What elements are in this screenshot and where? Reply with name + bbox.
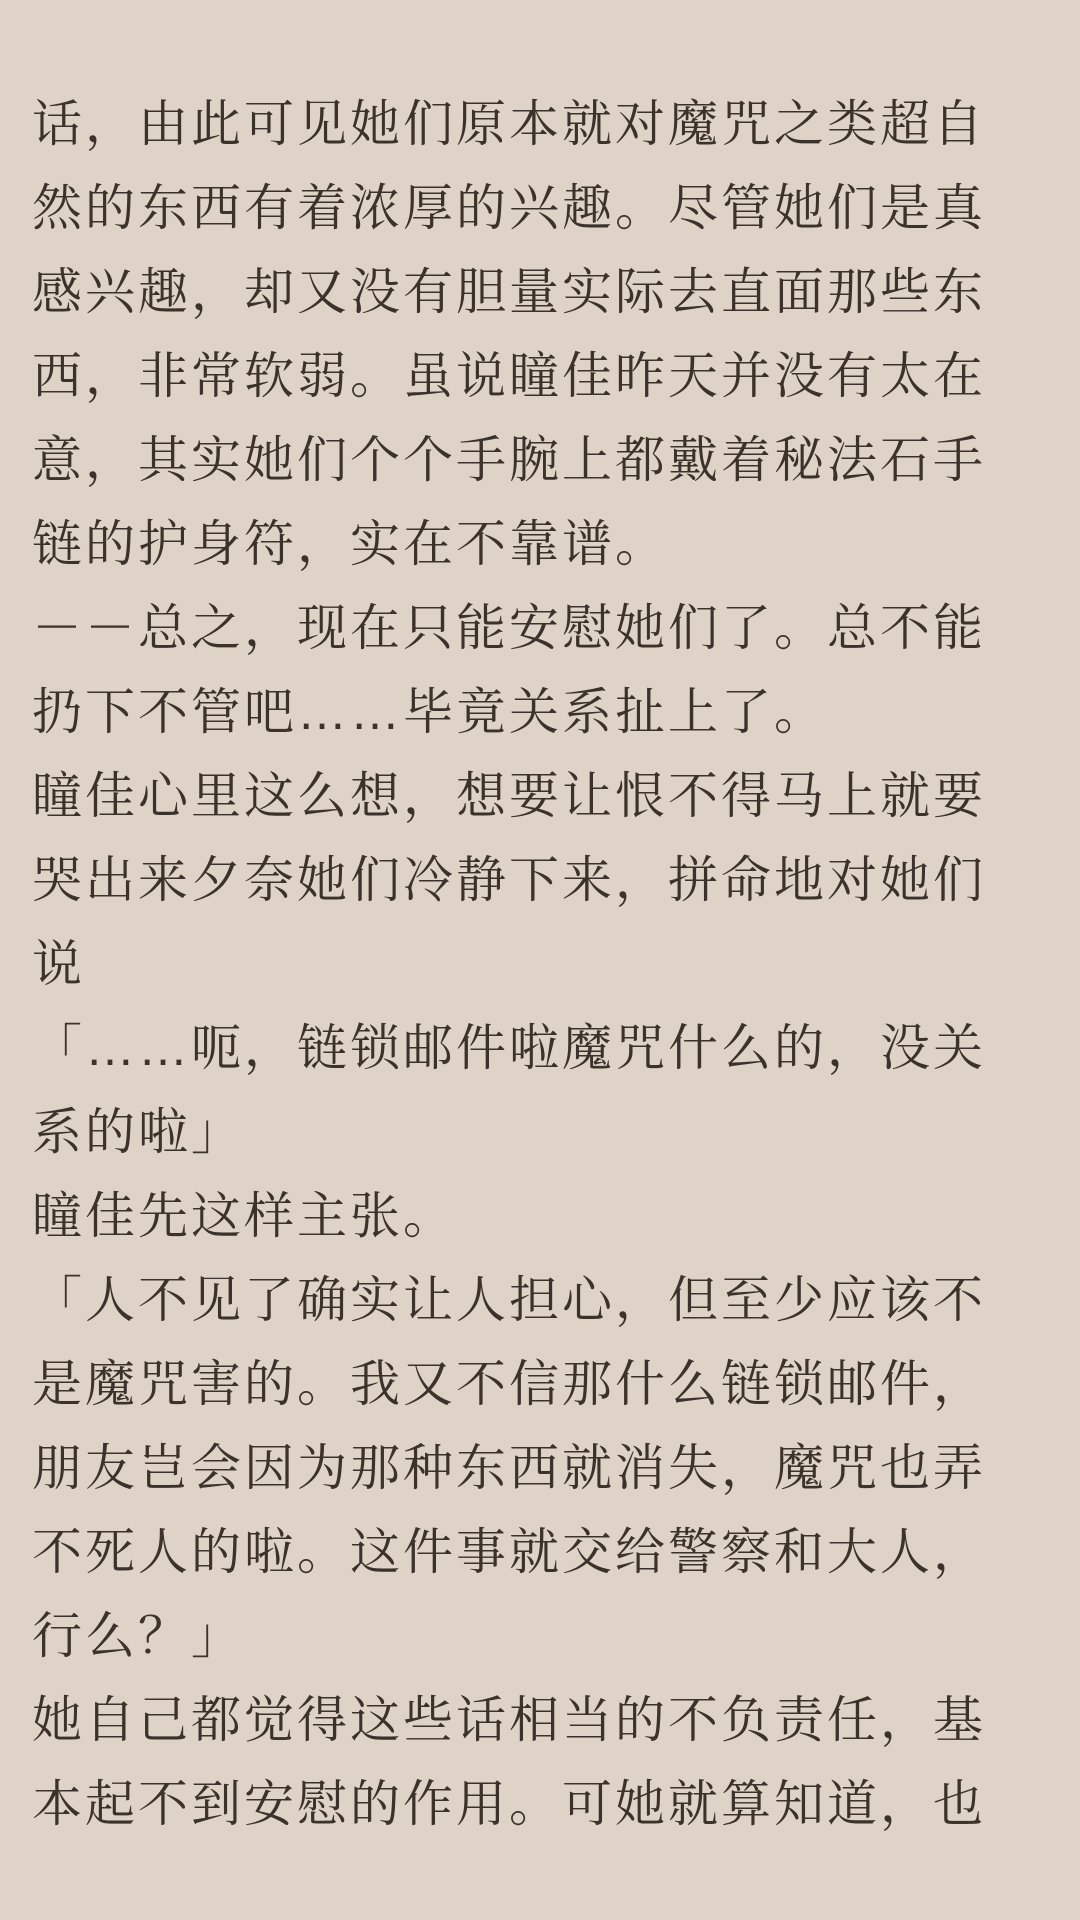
- text-line: 感兴趣，却又没有胆量实际去直面那些东: [32, 264, 986, 320]
- text-line: 本起不到安慰的作用。可她就算知道，也: [32, 1776, 986, 1832]
- text-line: 话，由此可见她们原本就对魔咒之类超自: [32, 96, 986, 152]
- text-line: 链的护身符，实在不靠谱。: [32, 516, 668, 572]
- text-line: 是魔咒害的。我又不信那什么链锁邮件，: [32, 1356, 986, 1412]
- text-line: 瞳佳心里这么想，想要让恨不得马上就要: [32, 768, 986, 824]
- text-line: 朋友岂会因为那种东西就消失，魔咒也弄: [32, 1440, 986, 1496]
- text-line: 行么？」: [32, 1608, 244, 1664]
- text-line: －－总之，现在只能安慰她们了。总不能: [32, 600, 986, 656]
- text-line: 瞳佳先这样主张。: [32, 1188, 456, 1244]
- text-line: 「……呃，链锁邮件啦魔咒什么的，没关: [32, 1020, 986, 1076]
- text-line: 西，非常软弱。虽说瞳佳昨天并没有太在: [32, 348, 986, 404]
- text-line: 扔下不管吧……毕竟关系扯上了。: [32, 684, 827, 740]
- text-line: 意，其实她们个个手腕上都戴着秘法石手: [32, 432, 986, 488]
- text-line: 然的东西有着浓厚的兴趣。尽管她们是真: [32, 180, 986, 236]
- text-line: 哭出来夕奈她们冷静下来，拼命地对她们: [32, 852, 986, 908]
- text-line: 不死人的啦。这件事就交给警察和大人，: [32, 1524, 986, 1580]
- text-line: 系的啦」: [32, 1104, 244, 1160]
- text-line: 说: [32, 936, 85, 992]
- text-line: 她自己都觉得这些话相当的不负责任，基: [32, 1692, 986, 1748]
- text-line: 「人不见了确实让人担心，但至少应该不: [32, 1272, 986, 1328]
